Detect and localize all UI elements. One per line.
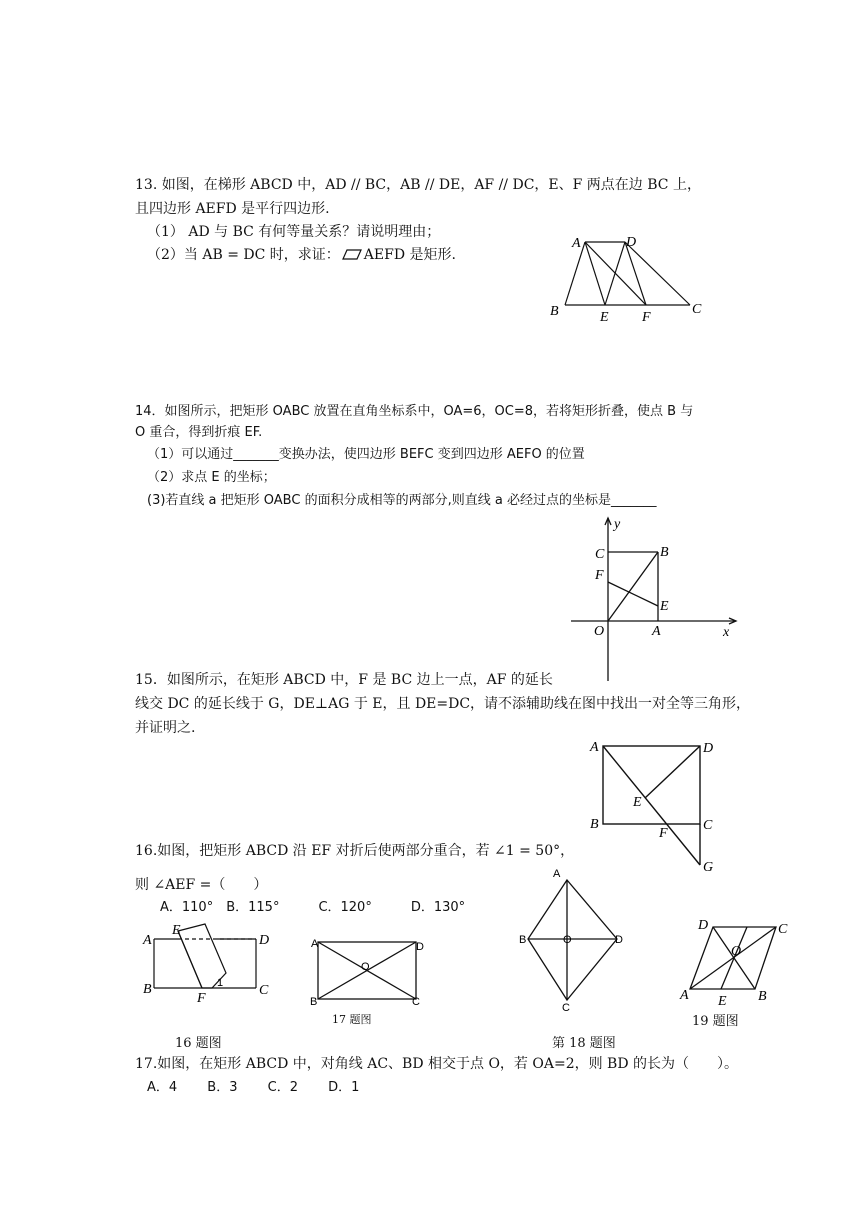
q19-label-b: B <box>758 989 767 1004</box>
q15-figure <box>585 735 725 880</box>
q16-caption: 16 题图 <box>175 1036 222 1051</box>
q14-label-b: B <box>660 545 669 560</box>
q18-label-c: C <box>562 1002 570 1014</box>
q18-caption: 第 18 题图 <box>552 1036 616 1051</box>
q14-line2: O 重合，得到折痕 EF. <box>135 425 263 440</box>
q19-label-a: A <box>680 988 689 1003</box>
q19-caption: 19 题图 <box>692 1014 739 1029</box>
q18-label-a: A <box>553 868 561 880</box>
q15-label-e: E <box>633 795 642 810</box>
q15-label-d: D <box>703 741 714 756</box>
q16-line2: 则 ∠AEF =（ ） <box>135 877 268 893</box>
q14-label-x: x <box>723 625 730 640</box>
q14-label-a: A <box>652 624 661 639</box>
q14-line1: 14．如图所示，把矩形 OABC 放置在直角坐标系中，OA=6，OC=8，若将矩形折叠，使点 B 与 <box>135 404 694 419</box>
q14-label-c: C <box>595 547 605 562</box>
q16-label-b: B <box>143 982 152 997</box>
q13-sub1: （1） AD 与 BC 有何等量关系？请说明理由； <box>147 224 441 240</box>
q17-label-c: C <box>412 996 420 1008</box>
q19-label-c: C <box>778 922 788 937</box>
q16-line1: 16.如图，把矩形 ABCD 沿 EF 对折后使两部分重合，若 ∠1 = 50°， <box>135 843 575 859</box>
q13-line2: 且四边形 AEFD 是平行四边形. <box>135 201 330 217</box>
q13-label-d: D <box>626 235 637 250</box>
q15-label-f: F <box>659 826 668 841</box>
q16-label-c: C <box>259 983 269 998</box>
q15-label-b: B <box>590 817 599 832</box>
q18-label-o: O <box>563 934 572 946</box>
q14-label-y: y <box>614 517 621 532</box>
q15-label-a: A <box>590 740 599 755</box>
q19-label-e: E <box>718 994 727 1009</box>
parallelogram-icon <box>342 249 362 260</box>
q13-label-f: F <box>642 310 651 325</box>
q14-label-o: O <box>594 624 605 639</box>
q17-label-a: A <box>311 938 319 950</box>
q14-label-e: E <box>660 599 669 614</box>
q13-figure <box>540 232 720 327</box>
q14-figure <box>568 513 748 683</box>
q15-label-c: C <box>703 818 713 833</box>
q13-sub2-text: （2）当 AB = DC 时，求证： <box>147 247 340 263</box>
q15-line3: 并证明之. <box>135 720 196 736</box>
q13-line1: 13. 如图，在梯形 ABCD 中，AD // BC，AB // DE，AF // DC，E、F 两点在边 BC 上， <box>135 177 701 193</box>
q17-label-o: O <box>361 961 370 973</box>
q16-figure <box>140 918 275 1008</box>
q19-figure <box>676 913 796 1013</box>
q16-options: A．110° B．115° C．120° D．130° <box>160 900 466 915</box>
q17-options: A．4 B．3 C．2 D．1 <box>147 1080 360 1095</box>
q16-label-a: A <box>143 933 152 948</box>
q14-label-f: F <box>595 568 604 583</box>
q14-sub2: （2）求点 E 的坐标； <box>147 470 276 485</box>
q18-label-b: B <box>519 934 527 946</box>
q13-label-e: E <box>600 310 609 325</box>
q13-sub2-tail: AEFD 是矩形. <box>363 247 456 263</box>
q14-sub3: (3)若直线 a 把矩形 OABC 的面积分成相等的两部分,则直线 a 必经过点的坐标是_______ <box>147 493 657 508</box>
q16-label-d: D <box>259 933 270 948</box>
q13-label-c: C <box>692 302 702 317</box>
q15-line2: 线交 DC 的延长线于 G，DE⊥AG 于 E，且 DE=DC，请不添辅助线在图中找出一对全等三角形， <box>135 696 751 712</box>
q18-label-d: D <box>615 934 623 946</box>
q15-line1: 15．如图所示，在矩形 ABCD 中，F 是 BC 边上一点，AF 的延长 <box>135 672 553 688</box>
q17-line1: 17.如图，在矩形 ABCD 中，对角线 AC、BD 相交于点 O，若 OA=2，则 BD 的长为（ ）。 <box>135 1056 739 1072</box>
q13-label-a: A <box>572 236 581 251</box>
q16-label-e: E <box>172 923 181 938</box>
q19-label-o: O <box>731 944 742 959</box>
q17-label-b: B <box>310 996 318 1008</box>
q19-label-d: D <box>698 918 709 933</box>
q14-sub1: （1）可以通过_______变换办法，使四边形 BEFC 变到四边形 AEFO 的位置 <box>147 447 585 462</box>
q16-label-angle1: 1 <box>217 977 224 989</box>
q18-figure <box>515 862 635 1012</box>
q13-sub2 <box>147 246 456 264</box>
q17-caption: 17 题图 <box>332 1013 372 1026</box>
q15-label-g: G <box>703 860 714 875</box>
q16-label-f: F <box>197 991 206 1006</box>
q17-figure <box>308 935 428 1008</box>
q13-label-b: B <box>550 304 559 319</box>
q17-label-d: D <box>416 941 424 953</box>
